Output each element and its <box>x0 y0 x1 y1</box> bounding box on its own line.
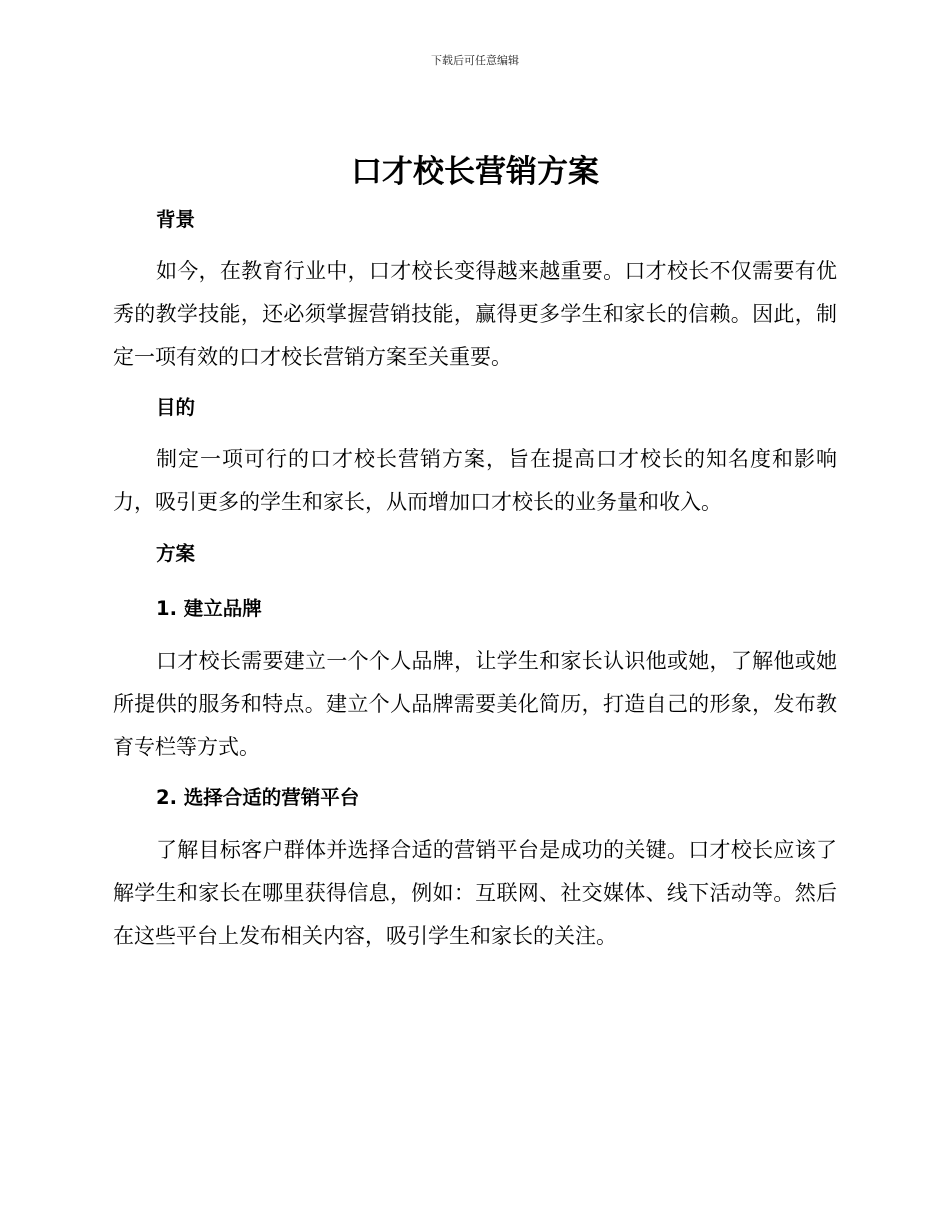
goal-heading: 目的 <box>156 396 196 419</box>
background-paragraph: 如今，在教育行业中，口才校长变得越来越重要。口才校长不仅需要有优秀的教学技能，还必须掌握营销技能，赢得更多学生和家长的信赖。因此，制定一项有效的口才校长营销方案至关重要。 <box>113 259 837 369</box>
step-2-paragraph: 了解目标客户群体并选择合适的营销平台是成功的关键。口才校长应该了解学生和家长在哪里获得信息，例如：互联网、社交媒体、线下活动等。然后在这些平台上发布相关内容，吸引学生和家长的关注。 <box>113 838 837 948</box>
header-note: 下载后可任意编辑 <box>431 54 519 67</box>
goal-paragraph: 制定一项可行的口才校长营销方案，旨在提高口才校长的知名度和影响力，吸引更多的学生和家长，从而增加口才校长的业务量和收入。 <box>113 447 837 514</box>
document-body <box>113 198 837 958</box>
step-1-heading: 1. 建立品牌 <box>156 597 262 620</box>
plan-heading: 方案 <box>156 542 196 565</box>
step-1-paragraph: 口才校长需要建立一个个人品牌，让学生和家长认识他或她，了解他或她所提供的服务和特点。建立个人品牌需要美化简历，打造自己的形象，发布教育专栏等方式。 <box>113 649 837 759</box>
step-2-heading: 2. 选择合适的营销平台 <box>156 786 360 809</box>
background-heading: 背景 <box>156 208 196 231</box>
document-title: 口才校长营销方案 <box>351 154 599 190</box>
